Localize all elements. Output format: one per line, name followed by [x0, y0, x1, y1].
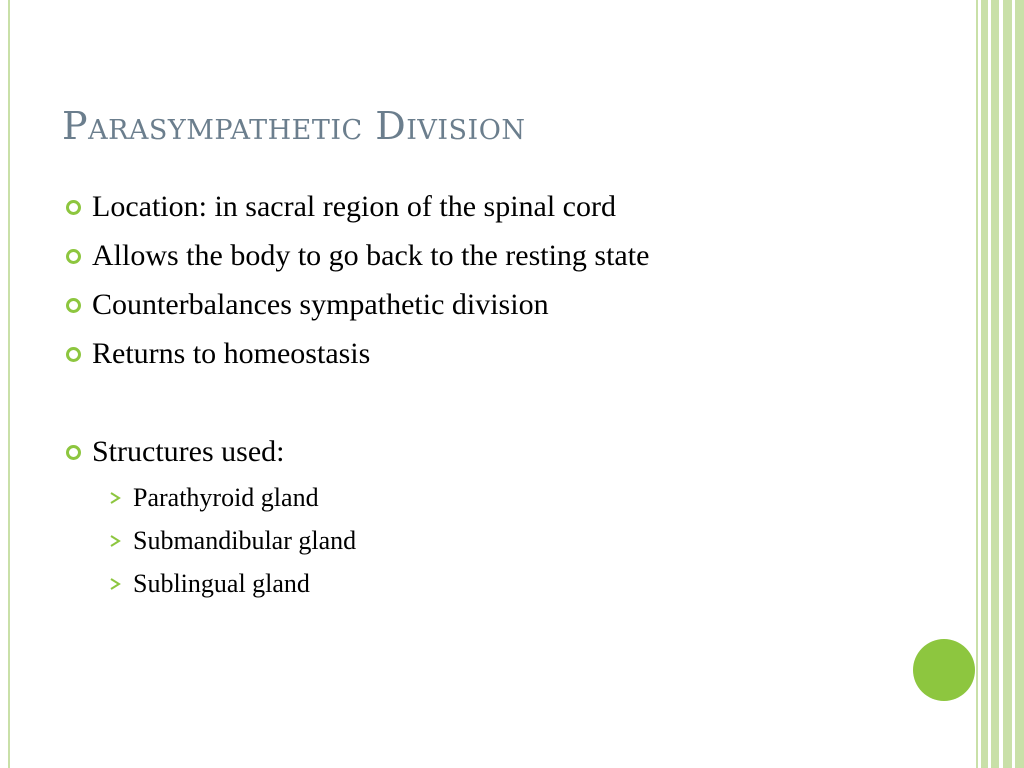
chevron-right-icon	[108, 491, 122, 505]
bullet-text: Allows the body to go back to the resting state	[92, 239, 650, 272]
decorative-circle	[913, 639, 975, 701]
sub-bullet-item	[92, 569, 356, 612]
decorative-stripe	[981, 0, 988, 768]
sub-bullet-text: Submandibular gland	[133, 526, 357, 555]
bullet-text: Location: in sacral region of the spinal cord	[92, 190, 616, 223]
bullet-item	[66, 235, 649, 284]
ring-bullet-icon	[66, 249, 81, 264]
decorative-stripe	[976, 0, 978, 768]
bullet-text: Returns to homeostasis	[92, 337, 371, 370]
bullet-item	[66, 284, 649, 333]
bullet-item	[66, 333, 649, 382]
chevron-right-icon	[108, 577, 122, 591]
sub-bullet-text: Parathyroid gland	[133, 483, 319, 512]
ring-bullet-icon	[66, 200, 81, 215]
decorative-stripe	[1003, 0, 1012, 768]
sub-bullet-text: Sublingual gland	[133, 569, 310, 598]
bullet-item	[66, 431, 649, 480]
chevron-right-icon	[108, 534, 122, 548]
sub-bullet-list	[92, 483, 356, 612]
decorative-stripe	[1015, 0, 1024, 768]
bullet-item	[66, 186, 649, 235]
ring-bullet-icon	[66, 445, 81, 460]
ring-bullet-icon	[66, 347, 81, 362]
sub-bullet-item	[92, 526, 356, 569]
decorative-stripe	[991, 0, 999, 768]
slide-title: Parasympathetic Division	[62, 104, 526, 148]
bullet-list	[66, 186, 649, 480]
bullet-text: Structures used:	[92, 435, 285, 468]
left-border-line	[8, 0, 10, 768]
ring-bullet-icon	[66, 298, 81, 313]
bullet-text: Counterbalances sympathetic division	[92, 288, 549, 321]
sub-bullet-item	[92, 483, 356, 526]
